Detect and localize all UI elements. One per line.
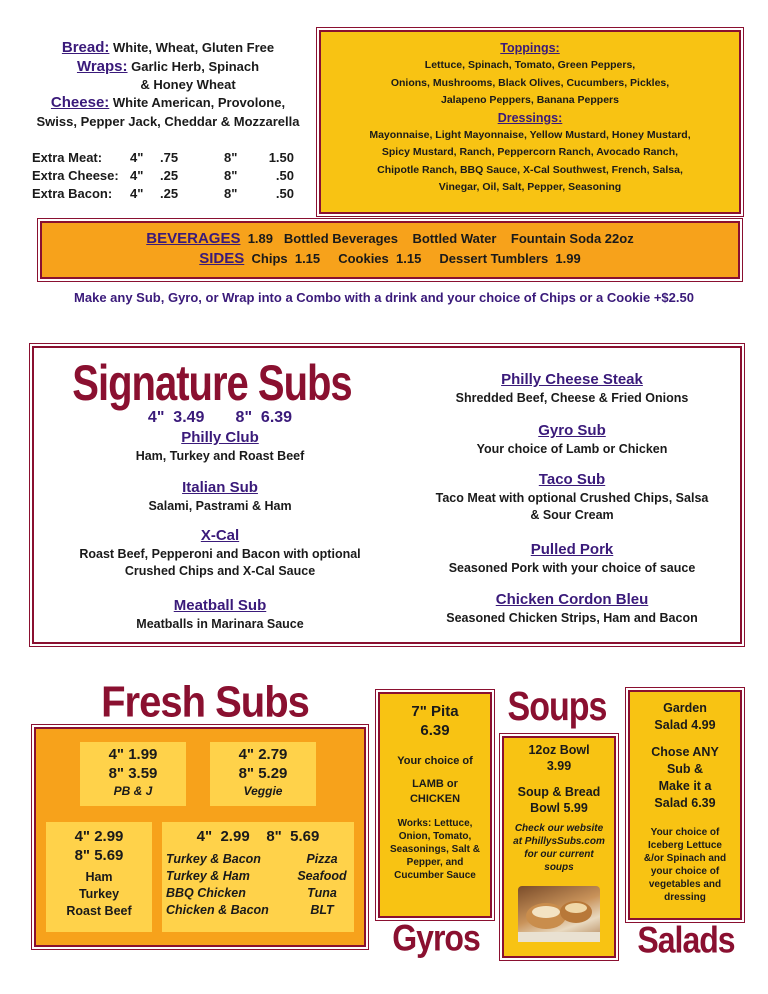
options-section	[22, 38, 314, 131]
cheese-label: Cheese:	[50, 94, 110, 111]
menu-item: Pulled Pork Seasoned Pork with your choice of sauce	[448, 541, 696, 575]
soups-content: 12oz Bowl 3.99 Soup & Bread Bowl 5.99 Check our website at PhillysSubs.com for our current soups	[513, 743, 605, 873]
sides-row: SIDES Chips 1.15 Cookies 1.15 Dessert Tumblers 1.99	[199, 250, 581, 267]
pbj-card: 4" 1.99 8" 3.59 PB & J	[80, 742, 186, 806]
toppings-line: Onions, Mushrooms, Black Olives, Cucumbers, Pickles,	[390, 76, 670, 89]
menu-item: Philly Club Ham, Turkey and Roast Beef	[135, 429, 305, 463]
signature-prices: 4" 3.49 8" 6.39	[147, 409, 293, 426]
toppings-content	[322, 40, 738, 197]
wraps-label: Wraps:	[76, 58, 128, 75]
dressings-line: Spicy Mustard, Ranch, Peppercorn Ranch, Avocado Ranch,	[381, 146, 679, 159]
menu-item: Meatball Sub Meatballs in Marinara Sauce	[136, 597, 304, 631]
dressings-title: Dressings:	[497, 110, 563, 125]
menu-item: Taco Sub Taco Meat with optional Crushed Chips, Salsa & Sour Cream	[435, 471, 709, 522]
gyros-content: 7" Pita 6.39 Your choice of LAMB or CHICKEN Works: Lettuce, Onion, Tomato, Seasonings, Salt & Pepper, and Cucumber Sauce	[389, 703, 481, 881]
cheese-value: White American, Provolone,	[112, 95, 286, 110]
toppings-line: Lettuce, Spinach, Tomato, Green Peppers,	[424, 59, 636, 72]
fresh-title: Fresh Subs	[101, 677, 309, 727]
signature-title: Signature Subs	[72, 356, 352, 412]
menu-item: Italian Sub Salami, Pastrami & Ham	[148, 479, 292, 513]
extra-row: Extra Bacon: 4" .25 8" .50	[32, 186, 294, 201]
toppings-title: Toppings:	[500, 41, 560, 55]
salads-title: Salads	[637, 919, 735, 961]
bread-bowl-icon	[518, 886, 600, 942]
dressings-line: Chipotle Ranch, BBQ Sauce, X-Cal Southwest, French, Salsa,	[377, 163, 683, 176]
combo-subs-card: 4" 2.99 8" 5.69 Turkey & Bacon Turkey & Ham BBQ Chicken Chicken & Bacon Pizza Seafood Tuna BLT	[162, 822, 354, 932]
toppings-line: Jalapeno Peppers, Banana Peppers	[441, 94, 619, 107]
combo-text: Make any Sub, Gyro, or Wrap into a Combo with a drink and your choice of Chips or a Cookie +$2.50	[74, 290, 694, 305]
veggie-card: 4" 2.79 8" 5.29 Veggie	[210, 742, 316, 806]
gyros-title: Gyros	[392, 917, 480, 959]
signature-right-column	[392, 370, 752, 627]
signature-left-column	[40, 428, 400, 633]
extra-row: Extra Meat: 4" .75 8" 1.50	[32, 150, 294, 165]
menu-item: Gyro Sub Your choice of Lamb or Chicken	[476, 422, 668, 456]
cheese-value-2: Swiss, Pepper Jack, Cheddar & Mozzarella	[36, 114, 300, 129]
dressings-line: Mayonnaise, Light Mayonnaise, Yellow Mustard, Honey Mustard,	[369, 129, 691, 142]
bread-label: Bread:	[61, 39, 110, 56]
menu-item: Philly Cheese Steak Shredded Beef, Cheese & Fried Onions	[455, 371, 689, 405]
wraps-value: Garlic Herb, Spinach	[131, 59, 260, 74]
beverages-row: BEVERAGES 1.89 Bottled Beverages Bottled Water Fountain Soda 22oz	[146, 230, 634, 247]
soups-title: Soups	[507, 684, 607, 730]
wraps-value-2: & Honey Wheat	[140, 77, 236, 92]
extra-row: Extra Cheese: 4" .25 8" .50	[32, 168, 294, 183]
salads-content: Garden Salad 4.99 Chose ANY Sub & Make it a Salad 6.39 Your choice of Iceberg Lettuce &/or Spinach and your choice of vegetables and dressing	[643, 701, 727, 903]
menu-item: Chicken Cordon Bleu Seasoned Chicken Strips, Ham and Bacon	[446, 591, 698, 625]
soup-photo	[518, 886, 600, 942]
menu-item: X-Cal Roast Beef, Pepperoni and Bacon with optional Crushed Chips and X-Cal Sauce	[79, 527, 361, 578]
ham-card: 4" 2.99 8" 5.69 Ham Turkey Roast Beef	[46, 822, 152, 932]
bread-value: White, Wheat, Gluten Free	[113, 40, 275, 55]
dressings-line: Vinegar, Oil, Salt, Pepper, Seasoning	[438, 181, 622, 194]
extras-table	[32, 150, 294, 204]
